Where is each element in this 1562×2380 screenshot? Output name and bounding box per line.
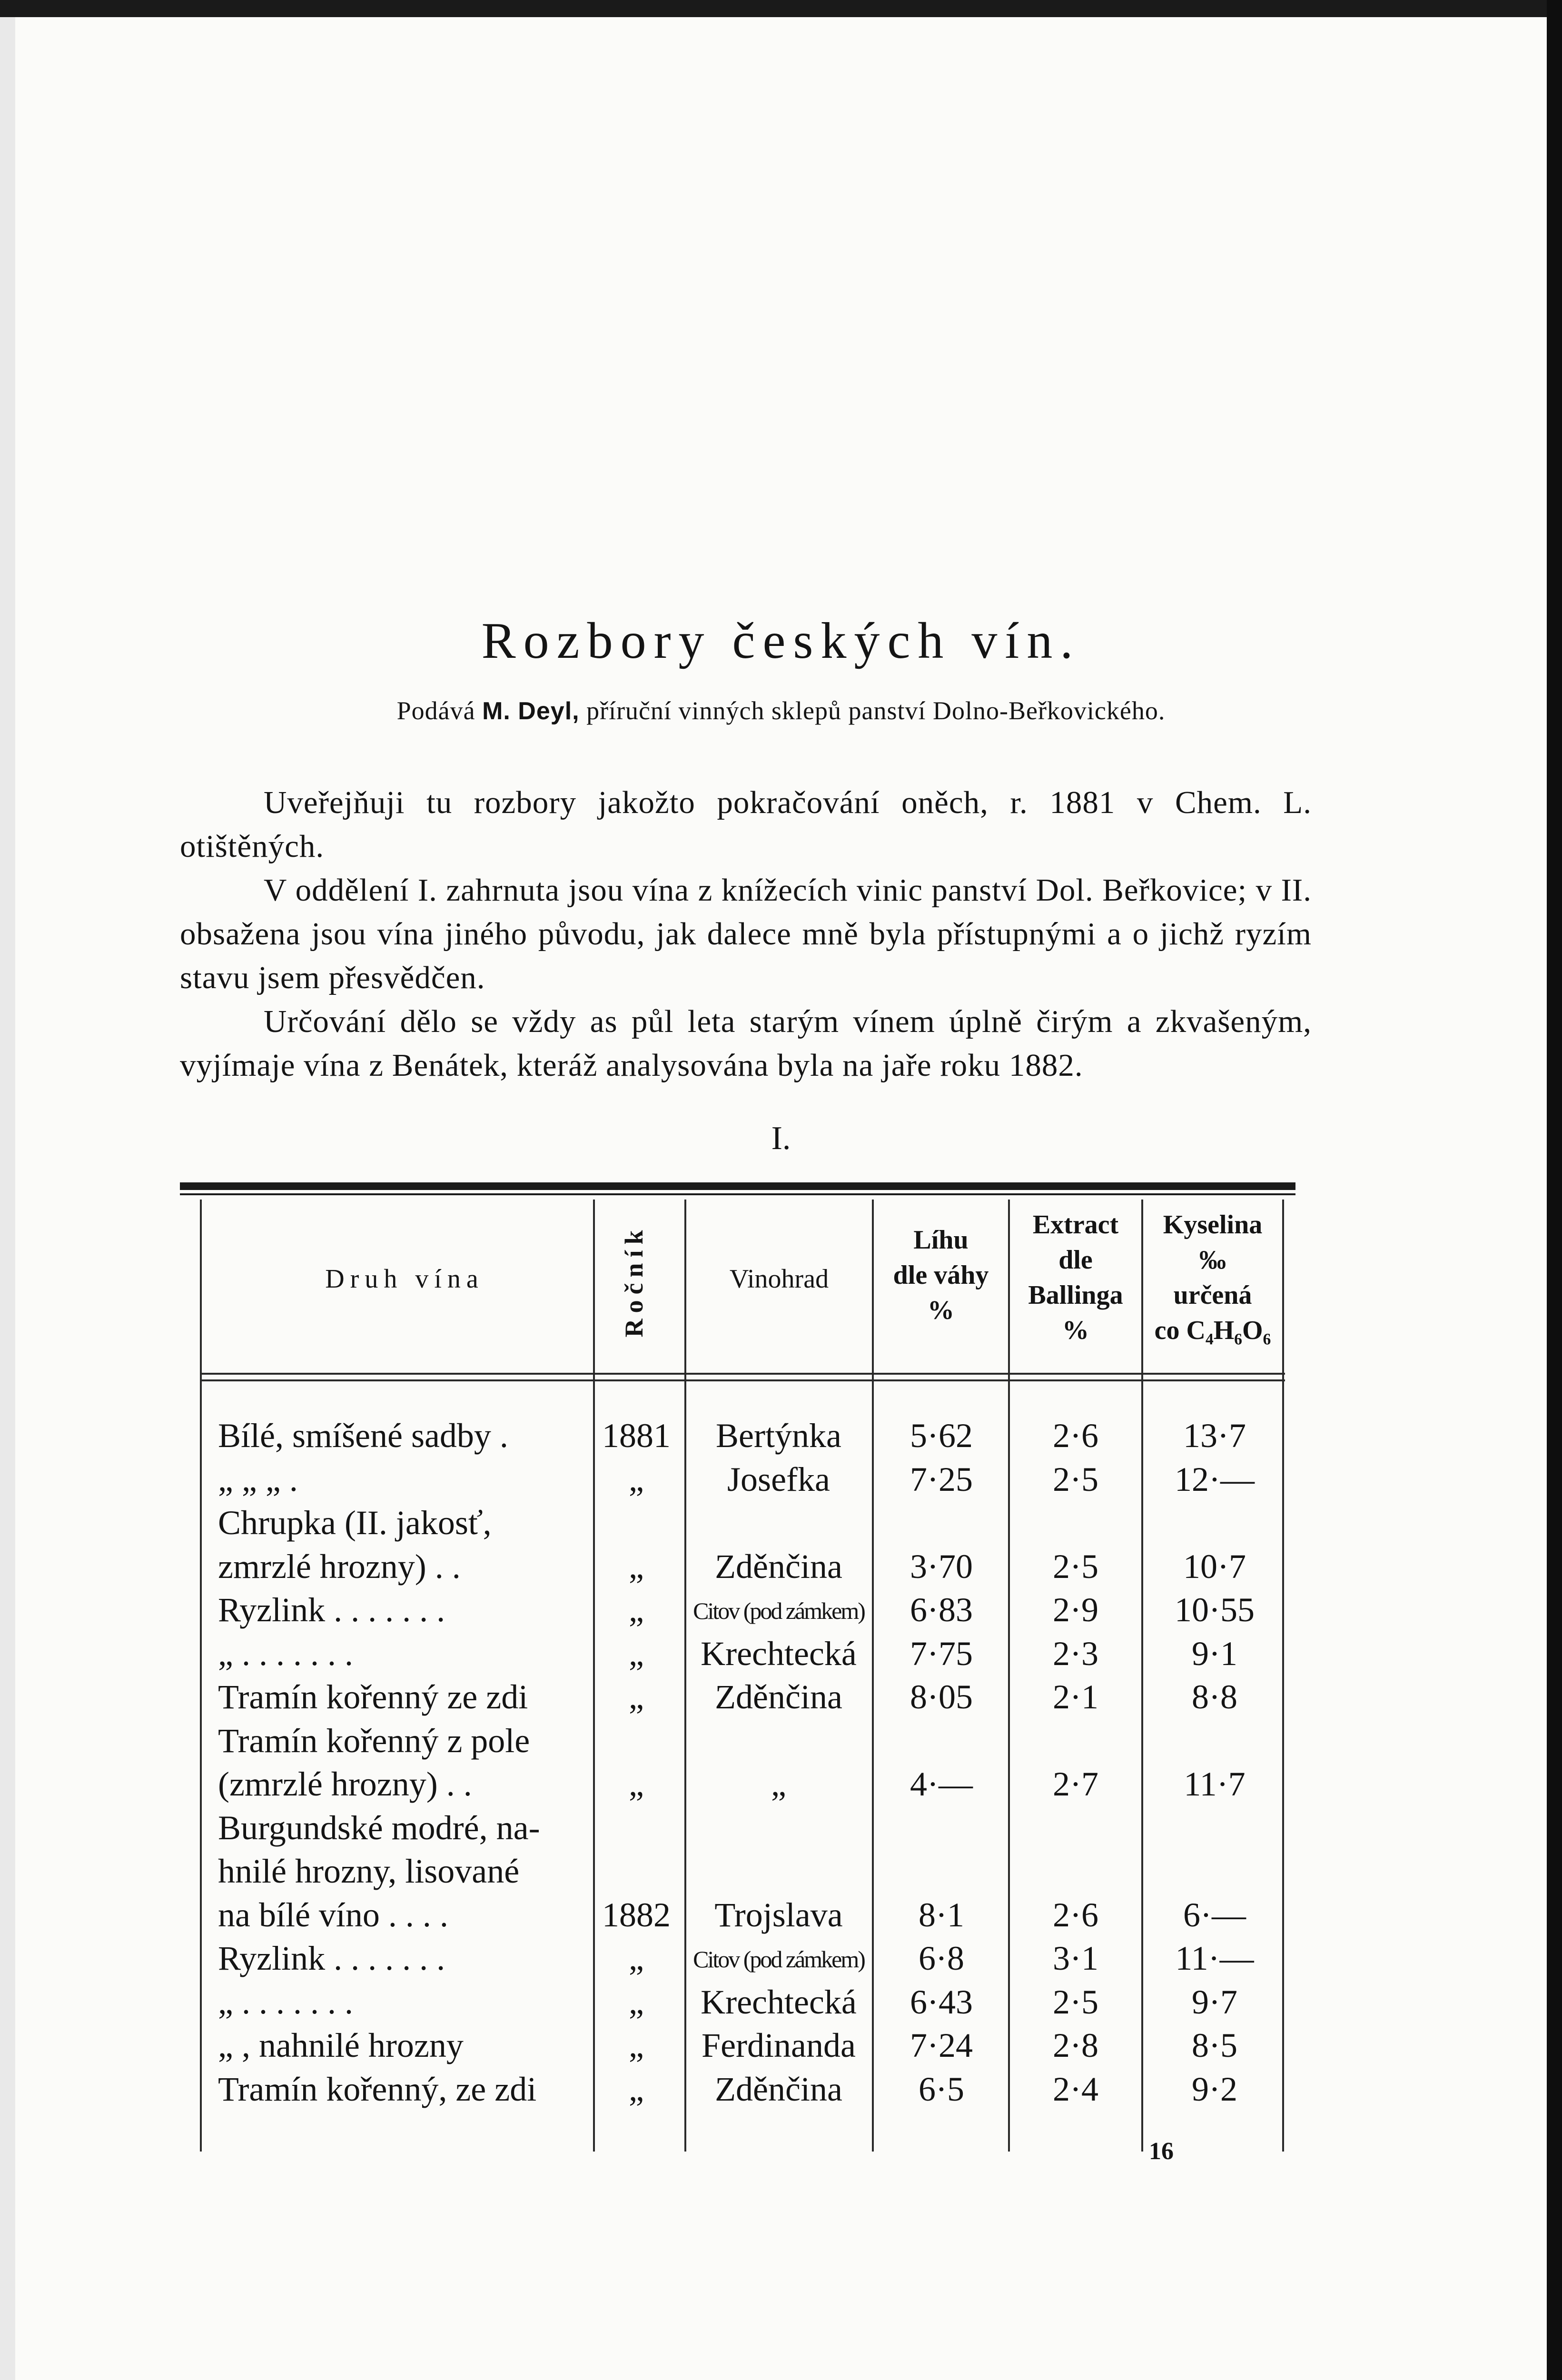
row-lihu: 8·05 (910, 1678, 973, 1716)
row-kyselina: 11·7 (1184, 1765, 1246, 1803)
row-kyselina: 6·— (1183, 1896, 1246, 1934)
row-name: „ , nahnilé hrozny (218, 2026, 464, 2064)
row-extract: 2·1 (1053, 1678, 1098, 1716)
byline-prefix: Podává (396, 696, 475, 725)
row-vinohrad: Citov (pod zámkem) (693, 1946, 864, 1973)
row-vinohrad: Citov (pod zámkem) (693, 1597, 864, 1624)
article-title: Rozbory českých vín. (481, 613, 1081, 669)
row-year: „ (629, 2070, 644, 2108)
table-row (0, 1765, 1562, 1807)
row-lihu: 6·5 (919, 2070, 964, 2108)
row-name: hnilé hrozny, lisované (218, 1852, 520, 1890)
header-vinohrad: Vinohrad (729, 1264, 829, 1294)
row-extract: 2·9 (1053, 1591, 1098, 1629)
row-vinohrad: Trojslava (714, 1896, 843, 1934)
table-number: I. (771, 1120, 791, 1157)
page-number: 16 (1149, 2138, 1174, 2165)
row-name: „ . . . . . . . (218, 1983, 353, 2021)
row-kyselina: 13·7 (1183, 1417, 1246, 1455)
table-row (0, 1677, 1562, 1720)
row-name: „ . . . . . . . (218, 1635, 353, 1673)
row-lihu: 7·25 (910, 1460, 973, 1498)
header-kyselina: Kyselina ‰ určená co C₄H₆O₆ (1154, 1210, 1271, 1345)
table-row (0, 1983, 1562, 2025)
row-name: „ „ „ . (218, 1460, 298, 1498)
table-row (0, 2070, 1562, 2112)
row-lihu: 5·62 (910, 1417, 973, 1455)
row-name: zmrzlé hrozny) . . (218, 1547, 461, 1586)
row-year: „ (629, 1591, 644, 1629)
row-kyselina: 8·5 (1192, 2026, 1237, 2064)
header-druh-vina: Druh vína (325, 1264, 484, 1294)
table-top-rule (180, 1182, 1295, 1190)
row-lihu: 7·75 (910, 1635, 973, 1673)
row-name: Chrupka (II. jakosť, (218, 1504, 492, 1542)
row-vinohrad: Krechtecká (701, 1983, 857, 2021)
row-year: „ (629, 1460, 644, 1498)
header-lihu: Líhu dle váhy % (893, 1225, 989, 1325)
scan-edge-top (0, 0, 1562, 17)
row-lihu: 6·83 (910, 1591, 973, 1629)
byline-rest: příruční vinných sklepů panství Dolno-Beřkovického. (586, 696, 1166, 725)
row-name: Tramín kořenný, ze zdi (218, 2070, 537, 2108)
row-year: 1881 (602, 1417, 671, 1455)
row-lihu: 7·24 (910, 2026, 973, 2064)
table-row (0, 1634, 1562, 1677)
row-year: „ (629, 1983, 644, 2021)
row-kyselina: 9·1 (1192, 1635, 1237, 1673)
row-extract: 3·1 (1053, 1939, 1098, 1977)
row-lihu: 3·70 (910, 1547, 973, 1586)
table-row (0, 1939, 1562, 1982)
row-extract: 2·3 (1053, 1635, 1098, 1673)
row-kyselina: 10·55 (1175, 1591, 1255, 1629)
row-name: Bílé, smíšené sadby . (218, 1417, 508, 1455)
row-year: „ (629, 1547, 644, 1586)
table-row (0, 1721, 1562, 1764)
table-row (0, 1590, 1562, 1633)
table-row (0, 1547, 1562, 1590)
header-extract: Extract dle Ballinga % (1028, 1210, 1123, 1345)
header-rule (200, 1373, 1285, 1375)
row-lihu: 6·8 (919, 1939, 964, 1977)
row-lihu: 4·— (910, 1765, 973, 1803)
paragraph-3: Určování dělo se vždy as půl leta starým vínem úplně čirým a zkvašeným, vyjímaje vína z Benátek, kteráž analysována byla na jaře roku 1882. (180, 1004, 1312, 1083)
row-extract: 2·8 (1053, 2026, 1098, 2064)
row-vinohrad: Zděnčina (715, 2070, 842, 2108)
row-vinohrad: Zděnčina (715, 1547, 842, 1586)
row-extract: 2·6 (1053, 1896, 1098, 1934)
table-row (0, 1808, 1562, 1851)
row-name: na bílé víno . . . . (218, 1896, 448, 1934)
row-vinohrad: Josefka (727, 1460, 830, 1498)
row-vinohrad: Bertýnka (716, 1417, 841, 1455)
row-lihu: 6·43 (910, 1983, 973, 2021)
header-rocnik: Ročník (620, 1224, 648, 1338)
paragraph-2: V oddělení I. zahrnuta jsou vína z knížecích vinic panství Dol. Beřkovice; v II. obsažena jsou vína jiného původu, jak dalece mně byla přístupnými a o jichž ryzím stavu jsem přesvědčen. (180, 873, 1312, 995)
row-vinohrad: „ (771, 1765, 786, 1803)
row-name: Tramín kořenný ze zdi (218, 1678, 528, 1716)
table-row (0, 2026, 1562, 2069)
row-name: Tramín kořenný z pole (218, 1722, 530, 1760)
row-year: „ (629, 1939, 644, 1977)
table-row (0, 1503, 1562, 1546)
row-extract: 2·7 (1053, 1765, 1098, 1803)
row-extract: 2·5 (1053, 1460, 1098, 1498)
table-row (0, 1895, 1562, 1938)
row-vinohrad: Krechtecká (701, 1635, 857, 1673)
table-row (0, 1460, 1562, 1503)
row-year: „ (629, 1635, 644, 1673)
row-year: „ (629, 2026, 644, 2064)
table-row (0, 1416, 1562, 1459)
row-lihu: 8·1 (919, 1896, 964, 1934)
table-row (0, 1852, 1562, 1894)
row-name: (zmrzlé hrozny) . . (218, 1765, 472, 1803)
row-extract: 2·6 (1053, 1417, 1098, 1455)
row-kyselina: 9·7 (1192, 1983, 1237, 2021)
row-vinohrad: Ferdinanda (702, 2026, 856, 2064)
row-kyselina: 10·7 (1183, 1547, 1246, 1586)
row-extract: 2·5 (1053, 1547, 1098, 1586)
row-extract: 2·5 (1053, 1983, 1098, 2021)
row-year: „ (629, 1678, 644, 1716)
row-name: Ryzlink . . . . . . . (218, 1939, 445, 1977)
row-kyselina: 12·— (1175, 1460, 1255, 1498)
row-year: 1882 (602, 1896, 671, 1934)
row-kyselina: 11·— (1175, 1939, 1254, 1977)
table-top-rule-thin (180, 1193, 1295, 1195)
row-name: Burgundské modré, na- (218, 1809, 540, 1847)
byline-author: M. Deyl, (482, 697, 580, 725)
row-extract: 2·4 (1053, 2070, 1098, 2108)
row-vinohrad: Zděnčina (715, 1678, 842, 1716)
paragraph-1: Uveřejňuji tu rozbory jakožto pokračování oněch, r. 1881 v Chem. L. otištěných. (180, 785, 1312, 864)
header-rule (200, 1379, 1285, 1381)
row-kyselina: 8·8 (1192, 1678, 1237, 1716)
row-name: Ryzlink . . . . . . . (218, 1591, 445, 1629)
row-year: „ (629, 1765, 644, 1803)
row-kyselina: 9·2 (1192, 2070, 1237, 2108)
byline (0, 696, 1562, 725)
